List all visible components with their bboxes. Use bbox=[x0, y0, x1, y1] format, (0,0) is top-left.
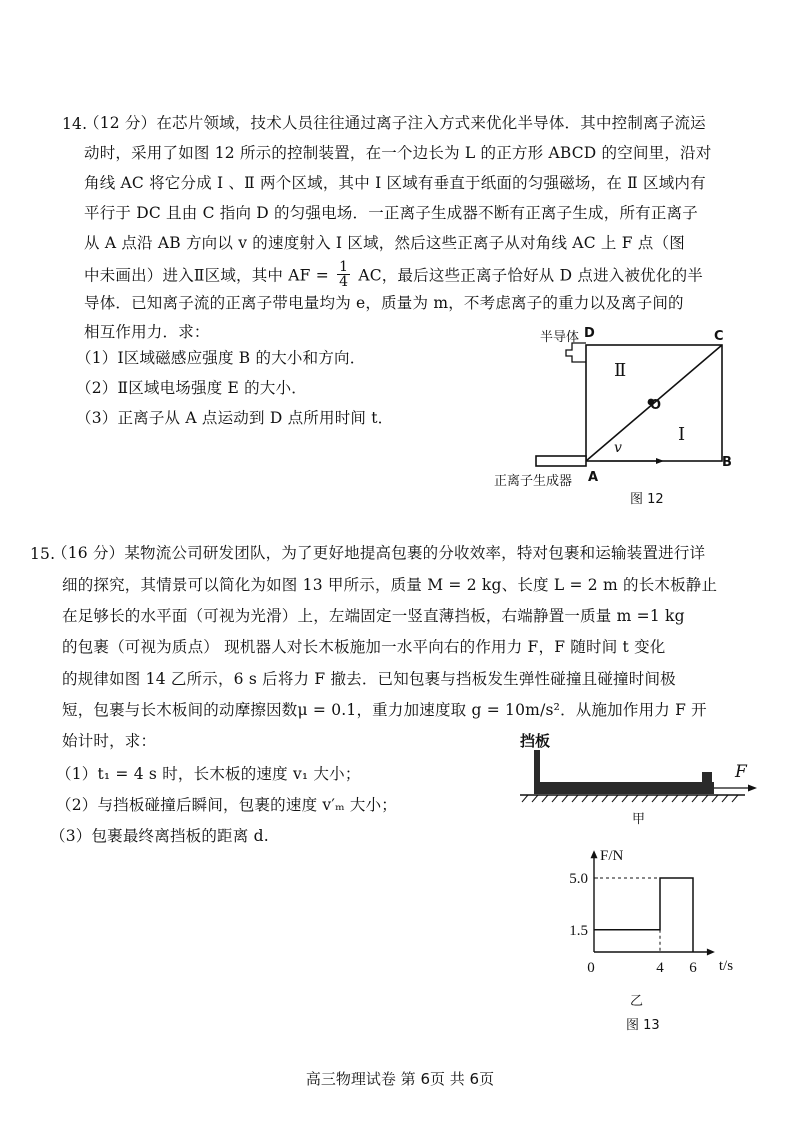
figure-jia-caption: 甲 bbox=[632, 812, 646, 827]
q14-line-6-post: AC，最后这些正离子恰好从 D 点进入被优化的半 bbox=[358, 266, 703, 285]
chart-guides bbox=[594, 878, 660, 952]
figure-12-caption: 图 12 bbox=[630, 492, 664, 507]
y-tick-label-5.0: 5.0 bbox=[569, 871, 588, 887]
x-tick-label-0: 0 bbox=[587, 960, 595, 976]
label-o: O bbox=[650, 398, 662, 413]
y-tick-label-1.5: 1.5 bbox=[569, 922, 588, 939]
x-axis-arrowhead bbox=[707, 949, 715, 956]
label-a: A bbox=[588, 470, 599, 485]
q15-line-6: 短，包裹与长木板间的动摩擦因数μ = 0.1，重力加速度取 g = 10m/s²．从施加作用力 F 开 bbox=[62, 701, 707, 719]
q14-question-2: （2）Ⅱ区域电场强度 E 的大小． bbox=[76, 379, 307, 397]
q14-question-1: （1）Ⅰ区域磁感应强度 B 的大小和方向． bbox=[76, 349, 366, 367]
label-c: C bbox=[714, 329, 724, 344]
q15-question-1: （1）t₁ = 4 s 时，长木板的速度 v₁ 大小； bbox=[56, 765, 361, 783]
series-f-line bbox=[594, 878, 693, 952]
chart-series bbox=[594, 878, 693, 952]
x-tick-label-6: 6 bbox=[689, 960, 697, 976]
y-axis-arrowhead bbox=[591, 850, 598, 858]
label-region-1: Ⅰ bbox=[678, 424, 686, 445]
q14-line-3: 角线 AC 将它分成 Ⅰ 、Ⅱ 两个区域，其中 Ⅰ 区域有垂直于纸面的匀强磁场，在 Ⅱ 区域内有 bbox=[84, 174, 706, 192]
q15-line-7: 始计时，求： bbox=[62, 732, 157, 750]
q14-number: 14. bbox=[62, 115, 88, 133]
fraction-numerator: 1 bbox=[339, 259, 349, 275]
q14-line-7: 导体．已知离子流的正离子带电量均为 e，质量为 m，不考虑离子的重力以及离子间的 bbox=[84, 294, 684, 312]
q14-question-3: （3）正离子从 A 点运动到 D 点所用时间 t． bbox=[76, 409, 394, 427]
label-region-2: Ⅱ bbox=[614, 360, 627, 381]
label-d: D bbox=[584, 326, 595, 341]
x-axis-label: t/s bbox=[718, 958, 734, 974]
q15-question-2: （2）与挡板碰撞后瞬间，包裹的速度 v′ₘ 大小； bbox=[56, 796, 397, 814]
figure-13-caption: 图 13 bbox=[626, 1018, 660, 1033]
q15-question-3: （3）包裹最终离挡板的距离 d. bbox=[50, 827, 269, 845]
q15-line-4: 的包裹（可视为质点） 现机器人对长木板施加一水平向右的作用力 F，F 随时间 t 变化 bbox=[62, 638, 666, 656]
q14-line-6-pre: 中未画出）进入Ⅱ区域，其中 AF = bbox=[84, 266, 329, 285]
q14-line-5: 从 A 点沿 AB 方向以 v 的速度射入 Ⅰ 区域，然后这些正离子从对角线 AC 上 F 点（图 bbox=[84, 234, 685, 252]
q14-line-2: 动时，采用了如图 12 所示的控制装置，在一个边长为 L 的正方形 ABCD 的空间里，沿对 bbox=[84, 144, 712, 162]
chart-axes bbox=[591, 850, 715, 955]
label-f: F bbox=[735, 762, 747, 782]
q15-number: 15. bbox=[30, 545, 56, 563]
label-semiconductor: 半导体 bbox=[540, 330, 580, 345]
q14-line-1: （12 分）在芯片领域，技术人员往往通过离子注入方式来优化半导体．其中控制离子流运 bbox=[84, 114, 706, 132]
label-generator: 正离子生成器 bbox=[494, 474, 573, 489]
q14-line-4: 平行于 DC 且由 C 指向 D 的匀强电场．一正离子生成器不断有正离子生成，所有正离子 bbox=[84, 204, 698, 222]
label-baffle: 挡板 bbox=[520, 732, 551, 750]
q15-line-1: （16 分）某物流公司研发团队，为了更好地提高包裹的分收效率，特对包裹和运输装置进行详 bbox=[52, 544, 706, 562]
q15-line-5: 的规律如图 14 乙所示，6 s 后将力 F 撤去．已知包裹与挡板发生弹性碰撞且碰撞时间极 bbox=[62, 670, 676, 688]
y-axis-label: F/N bbox=[600, 848, 624, 865]
fraction-denominator: 4 bbox=[339, 274, 349, 290]
figure-yi-caption: 乙 bbox=[630, 994, 644, 1009]
x-tick-label-4: 4 bbox=[656, 960, 664, 976]
q14-line-8: 相互作用力．求： bbox=[84, 323, 210, 341]
q15-line-3: 在足够长的水平面（可视为光滑）上，左端固定一竖直薄挡板，右端静置一质量 m =1 kg bbox=[62, 607, 685, 625]
label-b: B bbox=[722, 455, 732, 470]
page-footer: 高三物理试卷 第 6页 共 6页 bbox=[305, 1070, 495, 1088]
label-v: v bbox=[614, 440, 622, 456]
q15-line-2: 细的探究，其情景可以简化为如图 13 甲所示，质量 M = 2 kg、长度 L = 2 m 的长木板静止 bbox=[62, 576, 718, 594]
